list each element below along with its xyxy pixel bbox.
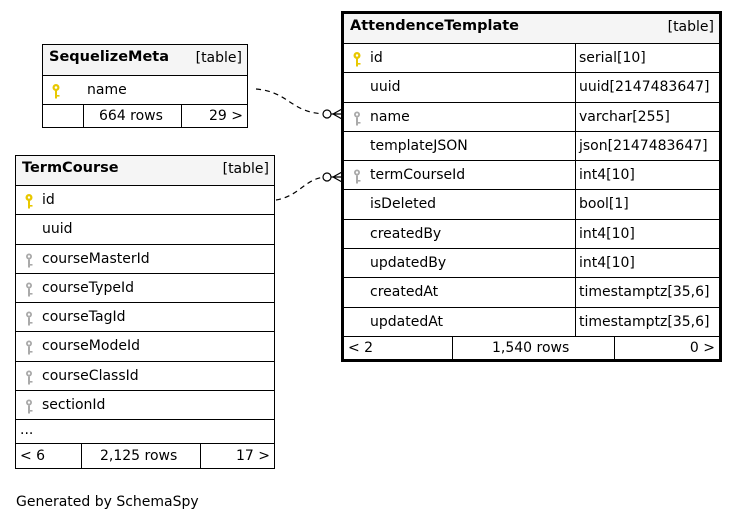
table-type: [table] bbox=[222, 161, 269, 177]
column-row[interactable] bbox=[16, 245, 274, 274]
column-row[interactable] bbox=[344, 278, 719, 307]
edge-sequelizemeta-name bbox=[256, 89, 326, 114]
column-row[interactable] bbox=[344, 161, 719, 190]
table-sequelizemeta[interactable] bbox=[42, 44, 248, 128]
ellipsis: ... bbox=[20, 422, 34, 438]
column-type: int4[10] bbox=[579, 255, 635, 272]
column-type: timestamptz[35,6] bbox=[579, 284, 710, 301]
column-name: sectionId bbox=[42, 396, 106, 413]
column-name: termCourseId bbox=[370, 167, 466, 184]
row-count: 1,540 rows bbox=[492, 339, 570, 356]
parents-link[interactable]: < 6 bbox=[20, 448, 46, 464]
column-type: varchar[255] bbox=[579, 108, 670, 125]
column-type: json[2147483647] bbox=[579, 137, 708, 154]
children-link[interactable]: 17 > bbox=[236, 448, 270, 464]
column-name: id bbox=[370, 50, 383, 66]
column-type: int4[10] bbox=[579, 167, 635, 184]
column-row[interactable] bbox=[16, 391, 274, 420]
row-count: 2,125 rows bbox=[100, 448, 178, 464]
column-row[interactable] bbox=[344, 44, 719, 73]
edge-end-circle bbox=[323, 110, 331, 118]
column-name: updatedBy bbox=[370, 255, 447, 272]
column-name: name bbox=[87, 82, 127, 98]
table-name: TermCourse bbox=[22, 160, 119, 176]
column-name: courseTypeId bbox=[42, 279, 134, 296]
column-name: uuid bbox=[42, 221, 73, 238]
edge-termcourse-id bbox=[276, 177, 326, 200]
table-header bbox=[344, 14, 719, 44]
table-footer bbox=[344, 337, 719, 361]
column-row[interactable] bbox=[344, 249, 719, 278]
foreign-key-icon bbox=[23, 252, 35, 268]
column-name: isDeleted bbox=[370, 196, 437, 213]
parents-link[interactable]: < 2 bbox=[348, 339, 374, 356]
column-row[interactable] bbox=[16, 332, 274, 361]
edge-end-circle bbox=[323, 173, 331, 181]
primary-key-icon bbox=[23, 193, 35, 209]
column-type: timestamptz[35,6] bbox=[579, 313, 710, 330]
table-type: [table] bbox=[667, 19, 714, 35]
column-name: courseClassId bbox=[42, 367, 139, 384]
more-columns-row bbox=[16, 420, 274, 444]
column-row[interactable] bbox=[16, 215, 274, 244]
table-footer bbox=[43, 105, 247, 127]
column-name: uuid bbox=[370, 79, 401, 96]
primary-key-icon bbox=[50, 83, 62, 99]
table-type: [table] bbox=[195, 50, 242, 66]
column-name: createdBy bbox=[370, 225, 442, 242]
column-name: createdAt bbox=[370, 284, 439, 301]
column-type: uuid[2147483647] bbox=[579, 79, 710, 96]
row-count: 664 rows bbox=[99, 108, 163, 124]
column-row[interactable] bbox=[16, 362, 274, 391]
foreign-key-icon bbox=[23, 339, 35, 355]
column-type: int4[10] bbox=[579, 225, 635, 242]
column-row[interactable] bbox=[344, 73, 719, 102]
column-name: courseMasterId bbox=[42, 250, 150, 267]
table-header bbox=[43, 45, 247, 76]
column-name: updatedAt bbox=[370, 313, 444, 330]
column-row[interactable] bbox=[344, 308, 719, 337]
table-header bbox=[16, 156, 274, 186]
column-type: bool[1] bbox=[579, 196, 629, 213]
column-type: serial[10] bbox=[579, 50, 646, 66]
children-link[interactable]: 0 > bbox=[689, 339, 715, 356]
generated-by-label: Generated by SchemaSpy bbox=[16, 494, 199, 510]
primary-key-icon bbox=[351, 51, 363, 67]
column-row[interactable] bbox=[344, 132, 719, 161]
table-name: SequelizeMeta bbox=[49, 49, 170, 65]
table-attendencetemplate[interactable] bbox=[341, 11, 722, 362]
column-row[interactable] bbox=[344, 103, 719, 132]
foreign-key-icon bbox=[23, 369, 35, 385]
foreign-key-icon bbox=[351, 110, 363, 126]
foreign-key-icon bbox=[351, 168, 363, 184]
column-row[interactable] bbox=[344, 190, 719, 219]
table-termcourse[interactable] bbox=[15, 155, 275, 469]
column-row[interactable] bbox=[16, 186, 274, 215]
column-row[interactable] bbox=[16, 274, 274, 303]
foreign-key-icon bbox=[23, 398, 35, 414]
foreign-key-icon bbox=[23, 281, 35, 297]
column-name: name bbox=[370, 108, 410, 125]
column-name: courseTagId bbox=[42, 309, 126, 325]
table-name: AttendenceTemplate bbox=[350, 18, 520, 34]
foreign-key-icon bbox=[23, 310, 35, 326]
table-footer bbox=[16, 444, 274, 468]
column-name: templateJSON bbox=[370, 137, 468, 154]
column-name: courseModeId bbox=[42, 338, 140, 355]
column-row[interactable] bbox=[43, 76, 247, 105]
column-row[interactable] bbox=[16, 303, 274, 332]
children-link[interactable]: 29 > bbox=[209, 108, 243, 124]
column-row[interactable] bbox=[344, 220, 719, 249]
column-name: id bbox=[42, 192, 55, 208]
